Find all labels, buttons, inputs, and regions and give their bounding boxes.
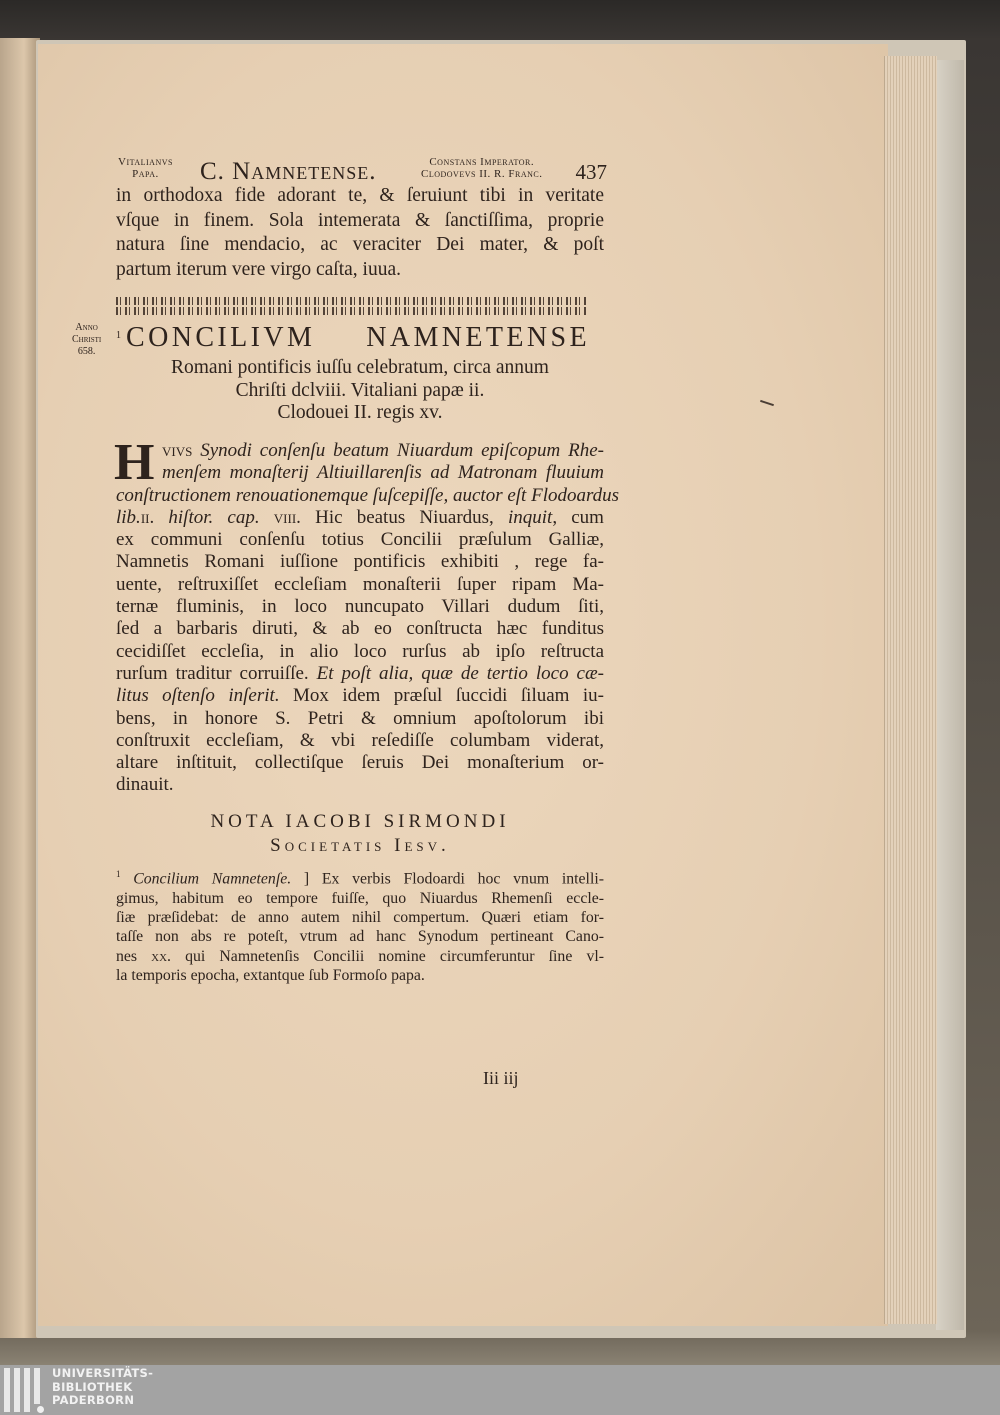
text-line [116,596,604,618]
text-line [116,484,620,507]
logo-text-line: UNIVERSITÄTS- [52,1366,154,1380]
subtitle-line: Clodouei II. regis xv. [277,402,443,423]
text-run: ſiæ præſidebat: de anno autem nihil compertum. Quæri etiam for- [116,909,604,927]
page-number: 437 [575,160,607,184]
text-run: gimus, habitum eo tempore fuiſſe, quo Niuardus Rhemenſi eccle- [116,889,604,907]
text-run: rurſum traditur corruiſſe. [116,662,317,684]
printer-signature: Iii iij [483,1068,519,1088]
text-run: bens, in honore S. Petri & omnium apoſtolorum ibi [116,707,604,729]
header-left [118,156,173,180]
logo-text-line: PADERBORN [52,1393,135,1407]
text-run: ſed a barbaris diruti, & ab eo conſtructa hæc funditus [116,618,604,640]
footnote-line [116,927,604,946]
nota-heading: NOTA IACOBI SIRMONDI [210,811,510,832]
text-run: vivs [162,440,201,461]
text-line [116,529,604,551]
text-run: cecidiſſet eccleſia, in alio loco rurſus ab ipſo reſtructa [116,640,604,662]
footnote-line [116,865,604,889]
text-run: Hic beatus Niuardus, [300,506,508,528]
italic-text: litus oſtenſo inſerit. [116,685,280,707]
text-run: nes [116,947,152,965]
nota-heading-block [116,810,604,858]
nota-subheading: Societatis Iesv. [270,835,450,856]
text-line [116,663,604,685]
text-line: natura ſine mendacio, ac veraciter Dei mater, & poſt [116,234,604,255]
text-line: partum iterum vere virgo caſta, iuua. [116,258,401,280]
subtitle-line: Chriſti dclviii. Vitaliani papæ ii. [235,379,485,401]
council-title: CONCILIVM NAMNETENSE [126,322,590,353]
text-line [116,730,604,752]
text-line [116,462,604,484]
text-run: xx. [151,947,172,965]
text-line [116,618,604,640]
text-line [116,440,604,462]
italic-text: lib. [116,506,141,528]
footnote-line [116,908,604,927]
margin-note-line: Christi [72,334,102,345]
margin-note [72,322,101,358]
text-run: Namnetis Romani iuſſione pontificis exhibiti , rege fa- [116,551,604,573]
header-right-top: Constans Imperator. [429,156,535,168]
ornamental-rule [116,297,588,315]
text-run: ii. [140,506,169,528]
italic-text: Synodi conſenſu beatum Niuardum epiſcopum Rhe- [200,440,604,461]
text-line [116,685,604,707]
footnote-line [116,889,604,908]
footnote-marker: 1 [116,330,121,341]
italic-text: Concilium Namnetenſe. [120,870,292,888]
main-paragraph [114,434,620,797]
italic-text: inquit [507,506,553,528]
header-left-bottom: Papa. [132,168,159,180]
text-line [116,708,604,730]
text-line: vſque in finem. Sola intemerata & ſanctiſſima, proprie [116,209,604,231]
text-run: ] Ex verbis Flodoardi hoc vnum intelli- [291,870,604,888]
opening-text [116,184,604,282]
text-run: ternæ fluminis, in loco nuncupato Villari dudum ſiti, [116,596,604,618]
library-logo-text [52,1367,153,1408]
footnote-ref: 1 [116,869,121,879]
text-line [116,574,604,596]
text-run: Mox idem præſul ſuccidi ſiluam iu- [279,685,604,707]
text-run: ex communi conſenſu totius Concilii præſulum Galliæ, [116,529,604,551]
text-run: conſtruxit eccleſiam, & vbi reſediſſe columbam viderat, [116,729,604,751]
drop-cap: H [114,434,155,491]
header-title: C. Namnetense. [200,158,377,185]
text-run: viii. [259,506,301,528]
subtitle-line: Romani pontificis iuſſu celebratum, circa annum [171,357,549,378]
library-footer [0,1365,1000,1415]
header-left-top: Vitalianvs [118,156,173,168]
text-line: in orthodoxa fide adorant te, & ſeruiunt tibi in veritate [116,185,604,206]
footnote-text [116,865,604,986]
left-page-edge [0,38,40,1338]
footnote-line [116,966,604,985]
italic-text: hiſtor. cap. [168,506,260,528]
text-line [116,507,604,529]
text-run: la temporis epocha, extantque ſub Formoſo papa. [116,967,425,985]
footnote-line [116,947,604,966]
italic-text: conſtructionem renouationemque ſuſcepiſſe, auctor eſt Flodoardus [116,484,620,506]
header-right [421,156,542,180]
italic-text: menſem monaſterij Altiuillarenſis ad Matronam fluuium [162,462,604,484]
text-run: uente, reſtruxiſſet eccleſiam monaſterii ſuper ripam Ma- [116,573,604,595]
text-run: dinauit. [116,774,174,796]
text-run: , cum [552,506,604,528]
library-logo-dot [37,1406,44,1413]
margin-note-line: 658. [77,346,96,357]
page-edge-stack [884,56,937,1324]
logo-text-line: BIBLIOTHEK [52,1379,133,1394]
text-run: altare inſtituit, collectiſque ſeruis Dei monaſterium or- [116,752,604,774]
text-line [116,774,604,796]
header-right-bottom: Clodovevs II. R. Franc. [421,168,543,180]
text-run: qui Namnetenſis Concilii nomine circumferuntur ſine vl- [171,947,604,965]
council-subtitle [116,357,604,425]
margin-note-line: Anno [75,322,98,333]
book-cover-right [936,60,964,1330]
italic-text: Et poſt alia, quæ de tertio loco cæ- [316,662,604,684]
text-run: taſſe non abs re poteſt, vtrum ad hanc Synodum pertineant Cano- [116,928,604,946]
text-line [116,641,604,663]
text-line [116,551,604,573]
text-line [116,752,604,774]
